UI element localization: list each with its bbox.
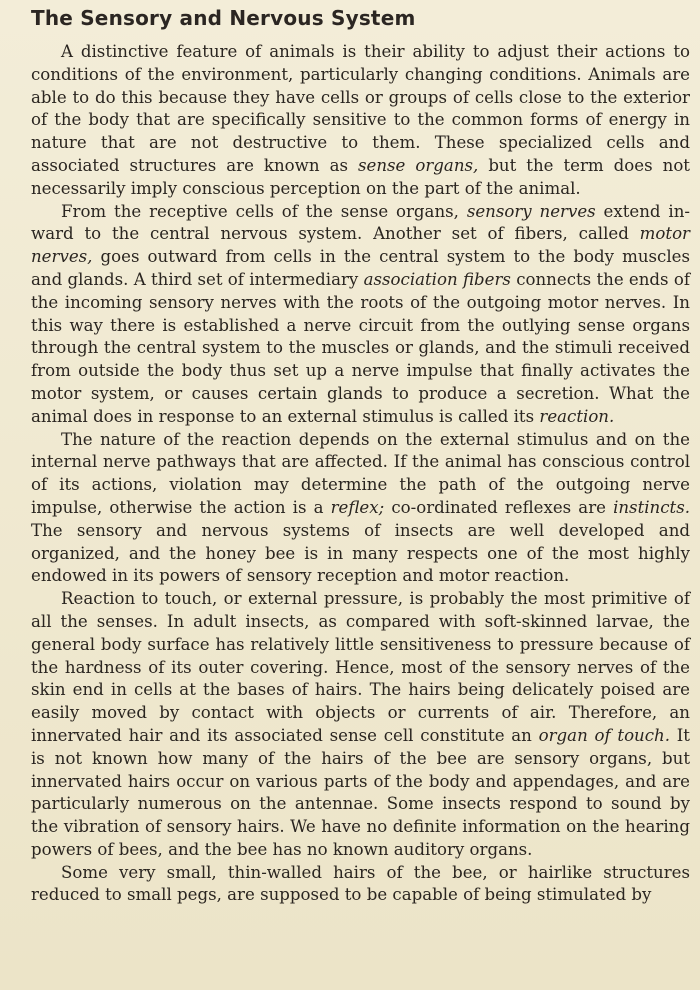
- italic-term: sense organs,: [358, 155, 479, 175]
- text-run: It is not known how many of the hairs of the bee are sensory organs, but innervated hairs occur on various parts of the body and appendages, and are particularly numerous on the antennae. Some insects respond to sound by the vibration of sensory hairs. We have no definite information on the hearing powers of bees, and the bee has no known auditory organs.: [31, 725, 690, 859]
- italic-term: organ of touch.: [538, 725, 670, 745]
- text-run: but the term does not necessarily imply conscious perception on the part of the animal.: [31, 155, 690, 198]
- body-text: [31, 41, 690, 907]
- paragraph: [31, 429, 690, 589]
- text-run: goes outward from cells in the central system to the body muscles and glands. A third set of intermediary: [31, 247, 690, 289]
- italic-term: association fibers: [363, 269, 511, 289]
- paragraph: [31, 41, 690, 201]
- paragraph: [31, 201, 690, 429]
- text-run: The nature of the reaction depends on the external stimulus and on the internal nerve pathways that are affected. If the animal has conscious control of its actions, violation may determine the path of the outgoing nerve impulse, otherwise the action is a: [31, 429, 690, 517]
- text-run: Reaction to touch, or external pressure, is probably the most primitive of all the senses. In adult insects, as compared with soft-skinned larvae, the general body surface has relatively little sensitiveness to pressure because of the hardness of its outer covering. Hence, most of the sensory nerves of the skin end in cells at the bases of hairs. The hairs being delicately poised are easily moved by contact with objects or currents of air. Therefore, an innervated hair and its associated sense cell constitute an: [31, 589, 690, 745]
- text-run: Some very small, thin-walled hairs of the bee, or hairlike structures reduced to small pegs, are supposed to be capable of being stimulated by: [31, 862, 690, 905]
- text-run: The sensory and nervous systems of insects are well developed and organized, and the honey bee is in many respects one of the most highly endowed in its powers of sensory reception and motor reaction.: [31, 520, 690, 586]
- text-run: From the receptive cells of the sense organs,: [61, 201, 467, 221]
- italic-term: instincts.: [613, 497, 690, 517]
- italic-term: sensory nerves: [466, 201, 596, 221]
- text-run: extend inward to the central nervous system. Another set of fibers, called: [31, 201, 690, 244]
- section-heading: The Sensory and Nervous System: [31, 6, 416, 30]
- italic-term: motor nerves,: [31, 224, 690, 267]
- paragraph: [31, 588, 690, 862]
- text-run: co-ordinated reflexes are: [384, 497, 614, 517]
- italic-term: reflex;: [330, 497, 385, 517]
- text-run: A distinctive feature of animals is their ability to adjust their actions to conditions of the environment, particularly changing conditions. Animals are able to do this because they have cells or groups of cells close to the exterior of the body that are specifically sensitive to the common forms of energy in nature that are not destructive to them. These specialized cells and associated structures are known as: [31, 42, 690, 175]
- text-run: connects the ends of the incoming sensory nerves with the roots of the outgoing motor nerves. In this way there is established a nerve circuit from the outlying sense organs through the central system to the muscles or glands, and the stimuli received from outside the body thus set up a nerve impulse that finally activates the motor system, or causes certain glands to produce a secretion. What the animal does in response to an external stimulus is called its: [31, 269, 690, 426]
- italic-term: reaction.: [539, 406, 615, 426]
- paragraph: [31, 862, 690, 908]
